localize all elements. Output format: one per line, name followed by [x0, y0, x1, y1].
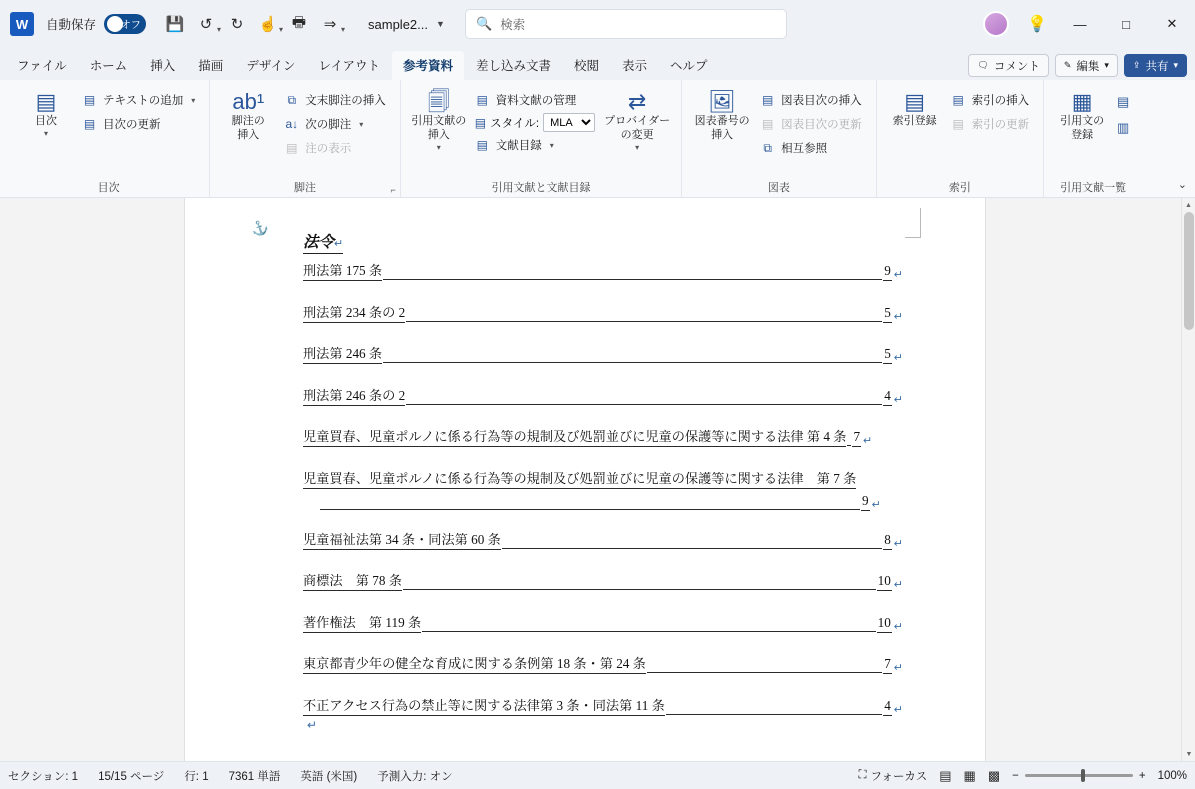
toc-entry-text: 刑法第 175 条: [303, 260, 382, 281]
toc-entry-text: 著作権法 第 119 条: [303, 612, 421, 633]
title-bar: [0, 0, 1195, 48]
next-footnote-button[interactable]: [278, 113, 392, 135]
word-app-icon: W: [10, 12, 34, 36]
chevron-down-icon: ▾: [191, 95, 196, 105]
list-item[interactable]: [303, 260, 903, 281]
pilcrow-icon: ↵: [893, 310, 903, 323]
ribbon-group-footnotes: [210, 80, 401, 197]
list-item[interactable]: [303, 612, 903, 633]
citation-style-control[interactable]: [469, 113, 601, 132]
chevron-down-icon: ▾: [359, 119, 364, 129]
mark-citation-button[interactable]: [1052, 87, 1112, 143]
chevron-down-icon: ▼: [436, 19, 445, 29]
toc-entry-text: 商標法 第 78 条: [303, 570, 402, 591]
toc-small-buttons: [76, 87, 201, 135]
list-item[interactable]: [303, 343, 903, 364]
mark-citation-label: 引用文の 登録: [1060, 115, 1105, 141]
toc-page-number: 9: [861, 493, 870, 511]
pilcrow-icon: ↵: [893, 352, 903, 364]
group-body: [690, 84, 868, 179]
toc-entry-line2: [303, 493, 903, 511]
insert-citation-label: 引用文献の 挿入: [411, 115, 467, 141]
scroll-up-icon[interactable]: ▲: [1185, 201, 1192, 209]
chevron-down-icon: ▾: [1173, 60, 1178, 70]
toc-entry-text: 刑法第 234 条の 2: [303, 302, 405, 323]
status-prediction[interactable]: 予測入力: オン: [377, 770, 453, 783]
toc-leader: [406, 308, 882, 322]
chevron-down-icon: ▾: [43, 128, 48, 138]
cross-reference-icon: ⧉: [763, 140, 772, 155]
status-bar-right: [858, 768, 1187, 784]
ribbon: [0, 80, 1195, 198]
pilcrow-icon: ↵: [334, 238, 344, 250]
group-label-index: 索引: [948, 182, 971, 194]
toc-label: 目次: [35, 115, 57, 127]
show-notes-label: 注の表示: [305, 143, 352, 155]
chevron-down-icon: ▾: [635, 142, 640, 152]
print-layout-icon[interactable]: ▦: [963, 767, 976, 783]
customize-quick-access-icon[interactable]: ⇒ ▾: [315, 9, 345, 39]
chevron-down-icon: ▾: [1104, 60, 1109, 70]
toc-entry-text: 不正アクセス行為の禁止等に関する法律第 3 条・同法第 11 条: [303, 695, 665, 716]
mark-entry-button[interactable]: [885, 87, 945, 129]
toc-entry-text: 東京都青少年の健全な育成に関する条例第 18 条・第 24 条: [303, 653, 646, 674]
save-icon[interactable]: 💾: [165, 16, 185, 33]
toc-leader: [847, 432, 851, 446]
pilcrow-icon: ↵: [893, 579, 903, 591]
show-notes-button[interactable]: [278, 137, 392, 159]
pilcrow-icon: ↵: [893, 393, 903, 406]
toc-icon: ▤: [35, 89, 57, 114]
footnote-icon: ab¹: [232, 89, 265, 114]
toc-entry-text: 児童買春、児童ポルノに係る行為等の規制及び処罰並びに児童の保護等に関する法律 第 4 条: [303, 426, 846, 447]
insert-index-button[interactable]: [945, 89, 1036, 111]
toc-leader: [666, 701, 882, 715]
mark-citation-icon: ▦: [1071, 89, 1093, 114]
tab-home[interactable]: ホーム: [89, 59, 128, 73]
index-small-buttons: [945, 87, 1036, 135]
maximize-button[interactable]: □: [1122, 16, 1130, 32]
toc-page-number: 5: [883, 305, 892, 323]
tab-file[interactable]: ファイル: [17, 59, 67, 73]
insert-endnote-button[interactable]: [278, 89, 392, 111]
ribbon-group-toc: [8, 80, 210, 197]
share-icon: ⇪: [1132, 60, 1141, 70]
toc-page-number: 8: [883, 532, 892, 550]
insert-citation-button[interactable]: [409, 87, 469, 153]
group-body: [885, 84, 1036, 179]
insert-index-icon: ▤: [952, 93, 964, 107]
scroll-down-icon[interactable]: ▼: [1185, 750, 1193, 758]
group-label-citations: 引用文献と文献目録: [491, 182, 591, 194]
insert-table-of-figures-icon: ▤: [761, 93, 774, 107]
heading-text: 法令: [303, 234, 335, 251]
autosave-state: オフ: [120, 18, 142, 31]
zoom-knob[interactable]: [1081, 769, 1085, 782]
group-label-footnotes: 脚注: [294, 182, 317, 194]
group-body: [16, 84, 201, 179]
search-placeholder: 検索: [500, 18, 526, 32]
group-body: [409, 84, 673, 179]
comment-icon: 🗨: [977, 60, 989, 70]
toc-page-number: 4: [883, 388, 892, 406]
bibliography-icon: ▤: [476, 138, 488, 152]
share-button[interactable]: [1124, 54, 1187, 77]
style-label: スタイル:: [490, 117, 540, 130]
document-area: [0, 198, 1195, 761]
chevron-down-icon: ▾: [436, 142, 441, 152]
zoom-level[interactable]: 100%: [1157, 769, 1187, 782]
toc-page-number: 9: [883, 263, 892, 281]
toc-page-number: 4: [883, 698, 892, 716]
show-notes-icon: ▤: [286, 141, 298, 155]
toc-leader: [422, 618, 875, 632]
document-page[interactable]: [185, 198, 985, 761]
status-language[interactable]: 英語 (米国): [300, 770, 358, 783]
update-table-icon: ▤: [761, 117, 774, 131]
tab-layout[interactable]: レイアウト: [318, 59, 380, 73]
toc-entry-text: 刑法第 246 条の 2: [303, 385, 405, 406]
group-body: [1052, 84, 1134, 179]
tab-references[interactable]: 参考資料: [392, 51, 464, 80]
list-item[interactable]: [303, 426, 903, 447]
update-tof-label: 図表目次の更新: [781, 119, 862, 131]
update-toc-label: 目次の更新: [103, 119, 161, 131]
web-layout-icon[interactable]: ▩: [987, 767, 1001, 783]
manage-sources-label: 資料文献の管理: [495, 95, 577, 107]
focus-icon: ⛶: [858, 769, 867, 781]
lightbulb-icon[interactable]: 💡: [1027, 16, 1047, 33]
tab-review[interactable]: 校閲: [574, 59, 600, 73]
list-item[interactable]: [303, 302, 903, 323]
print-preview-icon[interactable]: 🖶: [291, 13, 307, 31]
insert-caption-label: 図表番号の 挿入: [694, 115, 750, 141]
tab-bar-right: [968, 54, 1187, 77]
cross-reference-button[interactable]: [754, 137, 868, 159]
comments-label: コメント: [993, 60, 1040, 73]
focus-button[interactable]: [858, 768, 927, 784]
toc-button[interactable]: [16, 87, 76, 139]
focus-label: フォーカス: [870, 770, 928, 783]
insert-endnote-label: 文末脚注の挿入: [305, 95, 386, 107]
page-title: [303, 230, 343, 254]
list-item[interactable]: [303, 653, 903, 674]
bibliography-label: 文献目録: [495, 140, 542, 152]
toc-entry-text: 児童買春、児童ポルノに係る行為等の規制及び処罰並びに児童の保護等に関する法律 第 7 条: [303, 468, 856, 489]
file-name-button[interactable]: [360, 13, 453, 36]
toc-leader: [383, 349, 882, 363]
update-toc-button[interactable]: [76, 113, 201, 135]
editing-mode-button[interactable]: [1055, 54, 1118, 77]
toc-leader: [502, 535, 882, 549]
status-pages[interactable]: 15/15 ページ: [98, 770, 165, 783]
autosave-label: 自動保存: [46, 18, 97, 32]
list-item[interactable]: [303, 385, 903, 406]
style-icon: ▤: [474, 115, 487, 130]
autosave-toggle[interactable]: [104, 14, 146, 34]
insert-table-of-figures-button[interactable]: [754, 89, 868, 111]
status-bar: [0, 761, 1195, 789]
pilcrow-icon: ↵: [893, 537, 903, 550]
status-line[interactable]: 行: 1: [184, 770, 209, 783]
ribbon-group-index: [877, 80, 1045, 197]
ribbon-tabs: [0, 48, 1195, 80]
update-table-of-figures-button[interactable]: [754, 113, 868, 135]
minimize-button[interactable]: —: [1073, 16, 1087, 32]
group-body: [218, 84, 392, 179]
caption-small-buttons: [754, 87, 868, 159]
insert-table-of-authorities-icon[interactable]: ▤: [1116, 94, 1130, 109]
group-label-authorities: 引用文献一覧: [1060, 182, 1127, 194]
authorities-tiny-buttons: [1112, 87, 1134, 139]
change-provider-label: プロバイダー の変更: [604, 115, 671, 141]
toc-entry-text: 刑法第 246 条: [303, 343, 382, 364]
tab-insert[interactable]: 挿入: [150, 59, 176, 73]
pilcrow-icon: ↵: [893, 269, 903, 281]
group-label-captions: 図表: [767, 182, 790, 194]
close-button[interactable]: ✕: [1166, 16, 1178, 31]
change-provider-icon: ⇄: [627, 89, 647, 114]
list-item[interactable]: [303, 529, 903, 550]
update-index-icon: ▤: [952, 117, 964, 131]
list-item[interactable]: [303, 468, 903, 511]
zoom-track[interactable]: [1025, 774, 1133, 777]
insert-footnote-button[interactable]: [218, 87, 278, 143]
change-provider-button[interactable]: [601, 87, 673, 153]
list-item[interactable]: [303, 695, 903, 716]
touch-mode-icon[interactable]: ☝ ▾: [253, 9, 283, 39]
toc-leader: [647, 659, 882, 673]
pilcrow-icon: ↵: [893, 620, 903, 633]
cross-reference-label: 相互参照: [781, 143, 828, 155]
toc-leader: [383, 266, 882, 280]
toc-page-number: 10: [877, 615, 892, 633]
footnote-small-buttons: [278, 87, 392, 159]
pilcrow-icon: ↵: [893, 662, 903, 674]
add-text-label: テキストの追加: [103, 95, 184, 107]
insert-caption-button[interactable]: [690, 87, 754, 143]
endnote-icon: ⧉: [287, 92, 297, 107]
pilcrow-icon: ↵: [863, 435, 873, 447]
status-word-count[interactable]: 7361 単語: [228, 770, 281, 783]
citation-style-select[interactable]: [543, 113, 595, 132]
add-text-icon: ▤: [83, 93, 96, 107]
zoom-out-button[interactable]: −: [1012, 769, 1019, 782]
insert-footnote-label: 脚注の 挿入: [231, 115, 265, 141]
next-footnote-icon: a↓: [285, 117, 299, 131]
ribbon-group-captions: [682, 80, 877, 197]
manage-sources-icon: ▤: [476, 93, 488, 107]
pen-icon: ✎: [1063, 60, 1072, 70]
group-label-toc: 目次: [97, 182, 120, 194]
status-section[interactable]: セクション: 1: [8, 770, 79, 783]
update-table-of-authorities-icon[interactable]: ▥: [1116, 120, 1130, 135]
title-bar-right: [983, 0, 1195, 48]
insert-tof-label: 図表目次の挿入: [781, 95, 862, 107]
file-name-label: sample2...: [368, 16, 428, 32]
chevron-down-icon: ▾: [549, 140, 554, 150]
avatar[interactable]: [983, 11, 1009, 37]
comments-button[interactable]: [968, 54, 1048, 77]
zoom-slider[interactable]: [1012, 770, 1145, 782]
share-label: 共有: [1145, 60, 1169, 73]
toc-page-number: 5: [883, 346, 892, 364]
tab-mailings[interactable]: 差し込み文書: [475, 59, 551, 73]
toc-leader: [320, 496, 860, 510]
pilcrow-icon: ↵: [871, 498, 881, 511]
manage-sources-button[interactable]: [469, 89, 601, 111]
ribbon-group-authorities: [1044, 80, 1142, 197]
editing-label: 編集: [1076, 60, 1100, 73]
search-input[interactable]: [465, 9, 787, 39]
mark-entry-icon: ▤: [904, 89, 925, 114]
insert-caption-icon: 🖼: [708, 89, 737, 114]
toc-leader: [406, 391, 882, 405]
redo-icon[interactable]: ↻: [230, 16, 244, 33]
ribbon-group-citations: [401, 80, 682, 197]
citation-small-buttons: [469, 87, 601, 156]
mark-entry-label: 索引登録: [892, 115, 937, 127]
undo-icon[interactable]: ↺ ▾: [191, 9, 221, 39]
zoom-in-button[interactable]: +: [1138, 769, 1146, 782]
read-mode-icon[interactable]: ▤: [939, 767, 952, 783]
scrollbar-thumb[interactable]: [1184, 212, 1194, 330]
pilcrow-icon: ↵: [307, 718, 318, 732]
footnotes-dialog-launcher-icon[interactable]: ⌐: [390, 185, 396, 195]
refresh-icon: ▤: [83, 117, 96, 131]
insert-index-label: 索引の挿入: [971, 95, 1030, 107]
vertical-scrollbar[interactable]: [1181, 198, 1195, 761]
update-index-label: 索引の更新: [971, 119, 1030, 131]
chevron-up-icon[interactable]: ⌄: [1177, 179, 1187, 191]
toc-entry-line1: [303, 468, 903, 489]
page-margin-corner: [905, 208, 921, 238]
tab-design[interactable]: デザイン: [246, 59, 296, 73]
update-index-button[interactable]: [945, 113, 1036, 135]
search-icon: 🔍: [476, 16, 493, 31]
tab-help[interactable]: ヘルプ: [670, 59, 708, 73]
pilcrow-icon: ↵: [893, 703, 903, 716]
tab-draw[interactable]: 描画: [198, 59, 224, 73]
bibliography-button[interactable]: [469, 134, 601, 156]
toc-entries: [303, 260, 903, 736]
list-item[interactable]: [303, 570, 903, 591]
add-text-button[interactable]: [76, 89, 201, 111]
tab-view[interactable]: 表示: [622, 59, 648, 73]
toc-page-number: 7: [852, 429, 861, 447]
toc-page-number: 10: [877, 573, 892, 591]
object-anchor-icon: ⚓: [248, 217, 271, 239]
toc-page-number: 7: [883, 656, 892, 674]
toc-leader: [403, 576, 876, 590]
next-footnote-label: 次の脚注: [305, 119, 352, 131]
toc-entry-text: 児童福祉法第 34 条・同法第 60 条: [303, 529, 501, 550]
insert-citation-icon: 🗐: [427, 89, 450, 114]
